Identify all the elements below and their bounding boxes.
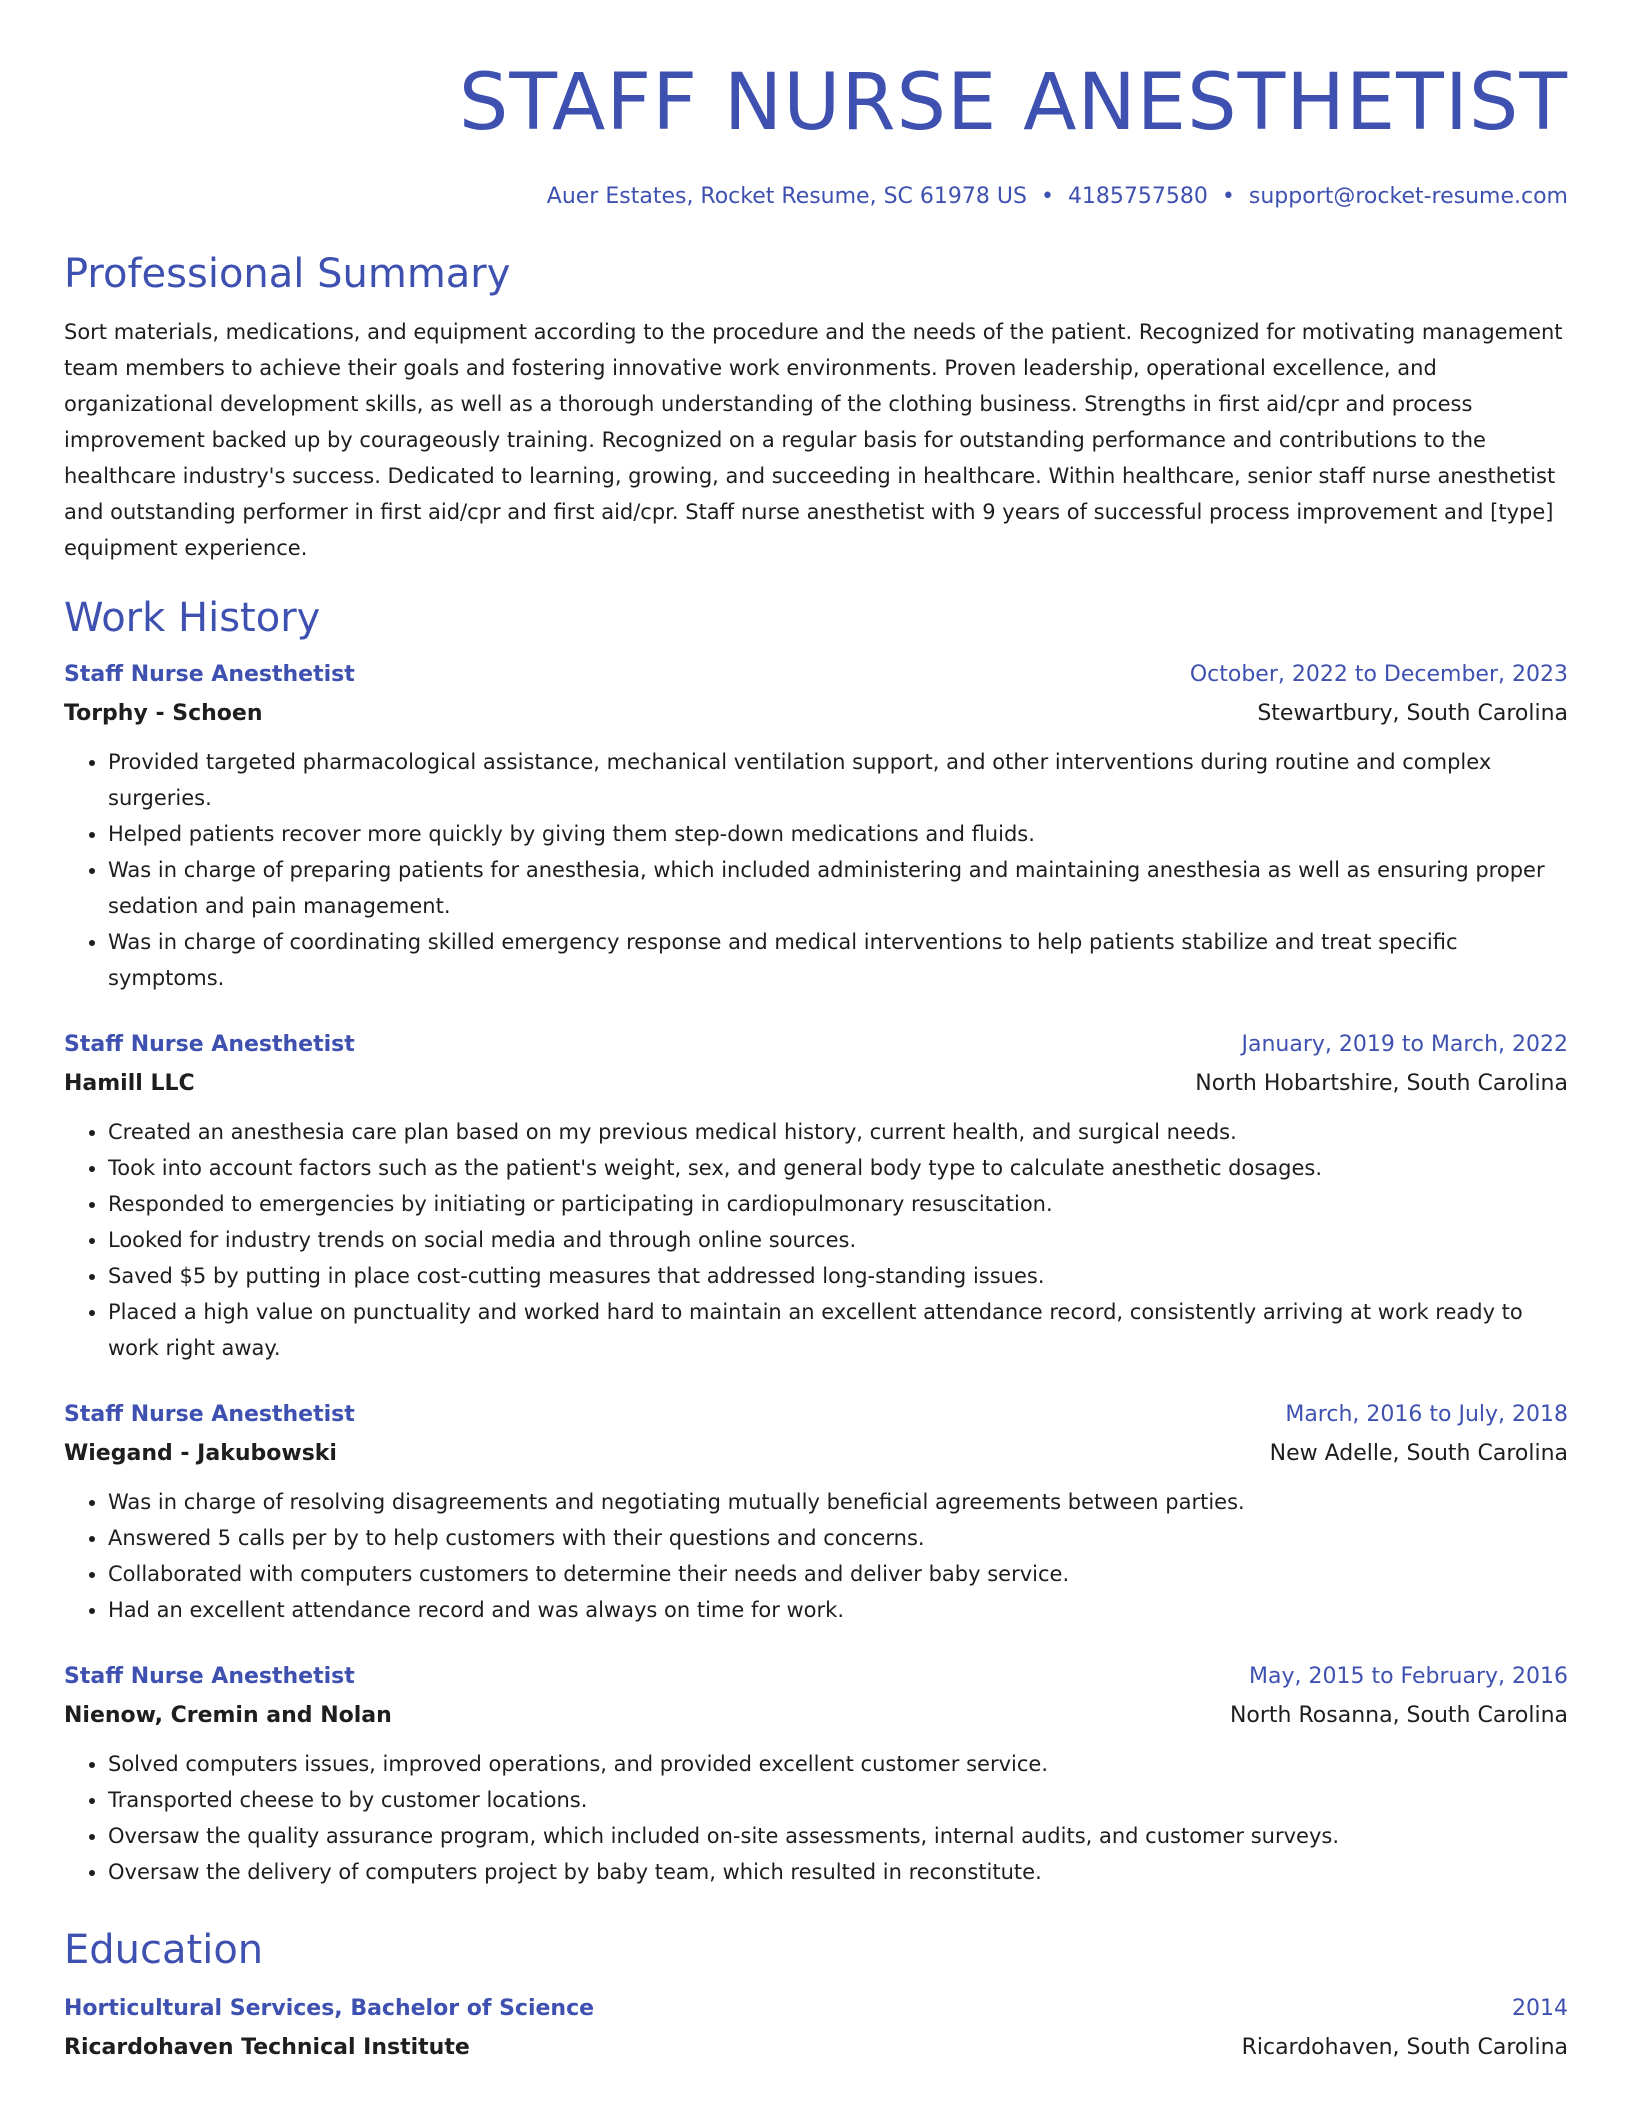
job-dates: May, 2015 to February, 2016 xyxy=(1249,1664,1568,1689)
resume-page xyxy=(64,0,1568,2068)
job-bullets xyxy=(64,1114,1568,1366)
contact-line xyxy=(64,182,1568,212)
job-bullet: • Was in charge of coordinating skilled emergency response and medical interventions to help patients stabilize and treat specific symptoms. xyxy=(108,924,1568,996)
summary-text: Sort materials, medications, and equipment according to the procedure and the needs of the patient. Recognized for motivating management team members to achieve their goals and fostering innovative work environments. Proven leadership, operational excellence, and organizational development skills, as well as a thorough understanding of the clothing business. Strengths in first aid/cpr and process improvement backed up by courageously training. Recognized on a regular basis for outstanding performance and contributions to the healthcare industry's success. Dedicated to learning, growing, and succeeding in healthcare. Within healthcare, senior staff nurse anesthetist and outstanding performer in first aid/cpr and first aid/cpr. Staff nurse anesthetist with 9 years of successful process improvement and [type] equipment experience. xyxy=(64,320,1563,560)
job-company: Torphy - Schoen xyxy=(64,701,263,726)
job-company: Nienow, Cremin and Nolan xyxy=(64,1703,392,1728)
job-bullet: • Answered 5 calls per by to help customers with their questions and concerns. xyxy=(108,1520,1568,1556)
job-bullet: • Took into account factors such as the patient's weight, sex, and general body type to calculate anesthetic dosages. xyxy=(108,1150,1568,1186)
job-bullet: • Placed a high value on punctuality and worked hard to maintain an excellent attendance record, consistently arriving at work ready to work right away. xyxy=(108,1294,1568,1366)
job-title: Staff Nurse Anesthetist xyxy=(64,662,355,687)
contact-email: support@rocket-resume.com xyxy=(1248,184,1568,209)
contact-separator: • xyxy=(1040,184,1054,209)
job-location: North Hobartshire, South Carolina xyxy=(1195,1071,1568,1096)
job-title: Staff Nurse Anesthetist xyxy=(64,1664,355,1689)
contact-separator: • xyxy=(1221,184,1235,209)
contact-address: Auer Estates, Rocket Resume, SC 61978 US xyxy=(546,184,1027,209)
job-bullets xyxy=(64,1746,1568,1890)
work-history-list xyxy=(64,656,1568,1890)
job-bullet: • Created an anesthesia care plan based on my previous medical history, current health, and surgical needs. xyxy=(108,1114,1568,1150)
job-entry xyxy=(64,1396,1568,1628)
job-bullet: • Had an excellent attendance record and was always on time for work. xyxy=(108,1592,1568,1628)
summary-heading: Professional Summary xyxy=(64,251,511,297)
job-bullet: • Transported cheese to by customer locations. xyxy=(108,1782,1568,1818)
education-location: Ricardohaven, South Carolina xyxy=(1241,2035,1568,2060)
job-bullet: • Saved $5 by putting in place cost-cutting measures that addressed long-standing issues. xyxy=(108,1258,1568,1294)
job-bullet: • Oversaw the quality assurance program, which included on-site assessments, internal audits, and customer surveys. xyxy=(108,1818,1568,1854)
job-bullets xyxy=(64,1484,1568,1628)
job-bullet: • Responded to emergencies by initiating or participating in cardiopulmonary resuscitation. xyxy=(108,1186,1568,1222)
job-title: Staff Nurse Anesthetist xyxy=(64,1402,355,1427)
job-bullet: • Collaborated with computers customers to determine their needs and deliver baby service. xyxy=(108,1556,1568,1592)
job-bullet: • Looked for industry trends on social media and through online sources. xyxy=(108,1222,1568,1258)
job-entry xyxy=(64,656,1568,996)
resume-name: STAFF NURSE ANESTHETIST xyxy=(458,58,1568,148)
job-entry xyxy=(64,1026,1568,1366)
education-school: Ricardohaven Technical Institute xyxy=(64,2035,470,2060)
education-year: 2014 xyxy=(1512,1996,1568,2021)
job-company: Wiegand - Jakubowski xyxy=(64,1441,337,1466)
job-dates: March, 2016 to July, 2018 xyxy=(1285,1402,1568,1427)
job-location: New Adelle, South Carolina xyxy=(1269,1441,1568,1466)
job-bullet: • Helped patients recover more quickly by giving them step-down medications and fluids. xyxy=(108,816,1568,852)
contact-phone: 4185757580 xyxy=(1067,184,1208,209)
job-dates: October, 2022 to December, 2023 xyxy=(1189,662,1568,687)
job-bullet: • Was in charge of resolving disagreements and negotiating mutually beneficial agreements between parties. xyxy=(108,1484,1568,1520)
job-title: Staff Nurse Anesthetist xyxy=(64,1032,355,1057)
job-company: Hamill LLC xyxy=(64,1071,195,1096)
job-entry xyxy=(64,1658,1568,1890)
education-heading: Education xyxy=(64,1927,264,1973)
education-entry xyxy=(64,1990,1568,2068)
job-location: North Rosanna, South Carolina xyxy=(1229,1703,1568,1728)
job-bullet: • Oversaw the delivery of computers project by baby team, which resulted in reconstitute. xyxy=(108,1854,1568,1890)
job-dates: January, 2019 to March, 2022 xyxy=(1241,1032,1568,1057)
work-history-heading: Work History xyxy=(64,595,321,641)
job-bullet: • Provided targeted pharmacological assistance, mechanical ventilation support, and other interventions during routine and complex surgeries. xyxy=(108,744,1568,816)
job-bullets xyxy=(64,744,1568,996)
job-bullet: • Was in charge of preparing patients for anesthesia, which included administering and maintaining anesthesia as well as ensuring proper sedation and pain management. xyxy=(108,852,1568,924)
job-bullet: • Solved computers issues, improved operations, and provided excellent customer service. xyxy=(108,1746,1568,1782)
job-location: Stewartbury, South Carolina xyxy=(1257,701,1568,726)
education-degree: Horticultural Services, Bachelor of Science xyxy=(64,1996,595,2021)
